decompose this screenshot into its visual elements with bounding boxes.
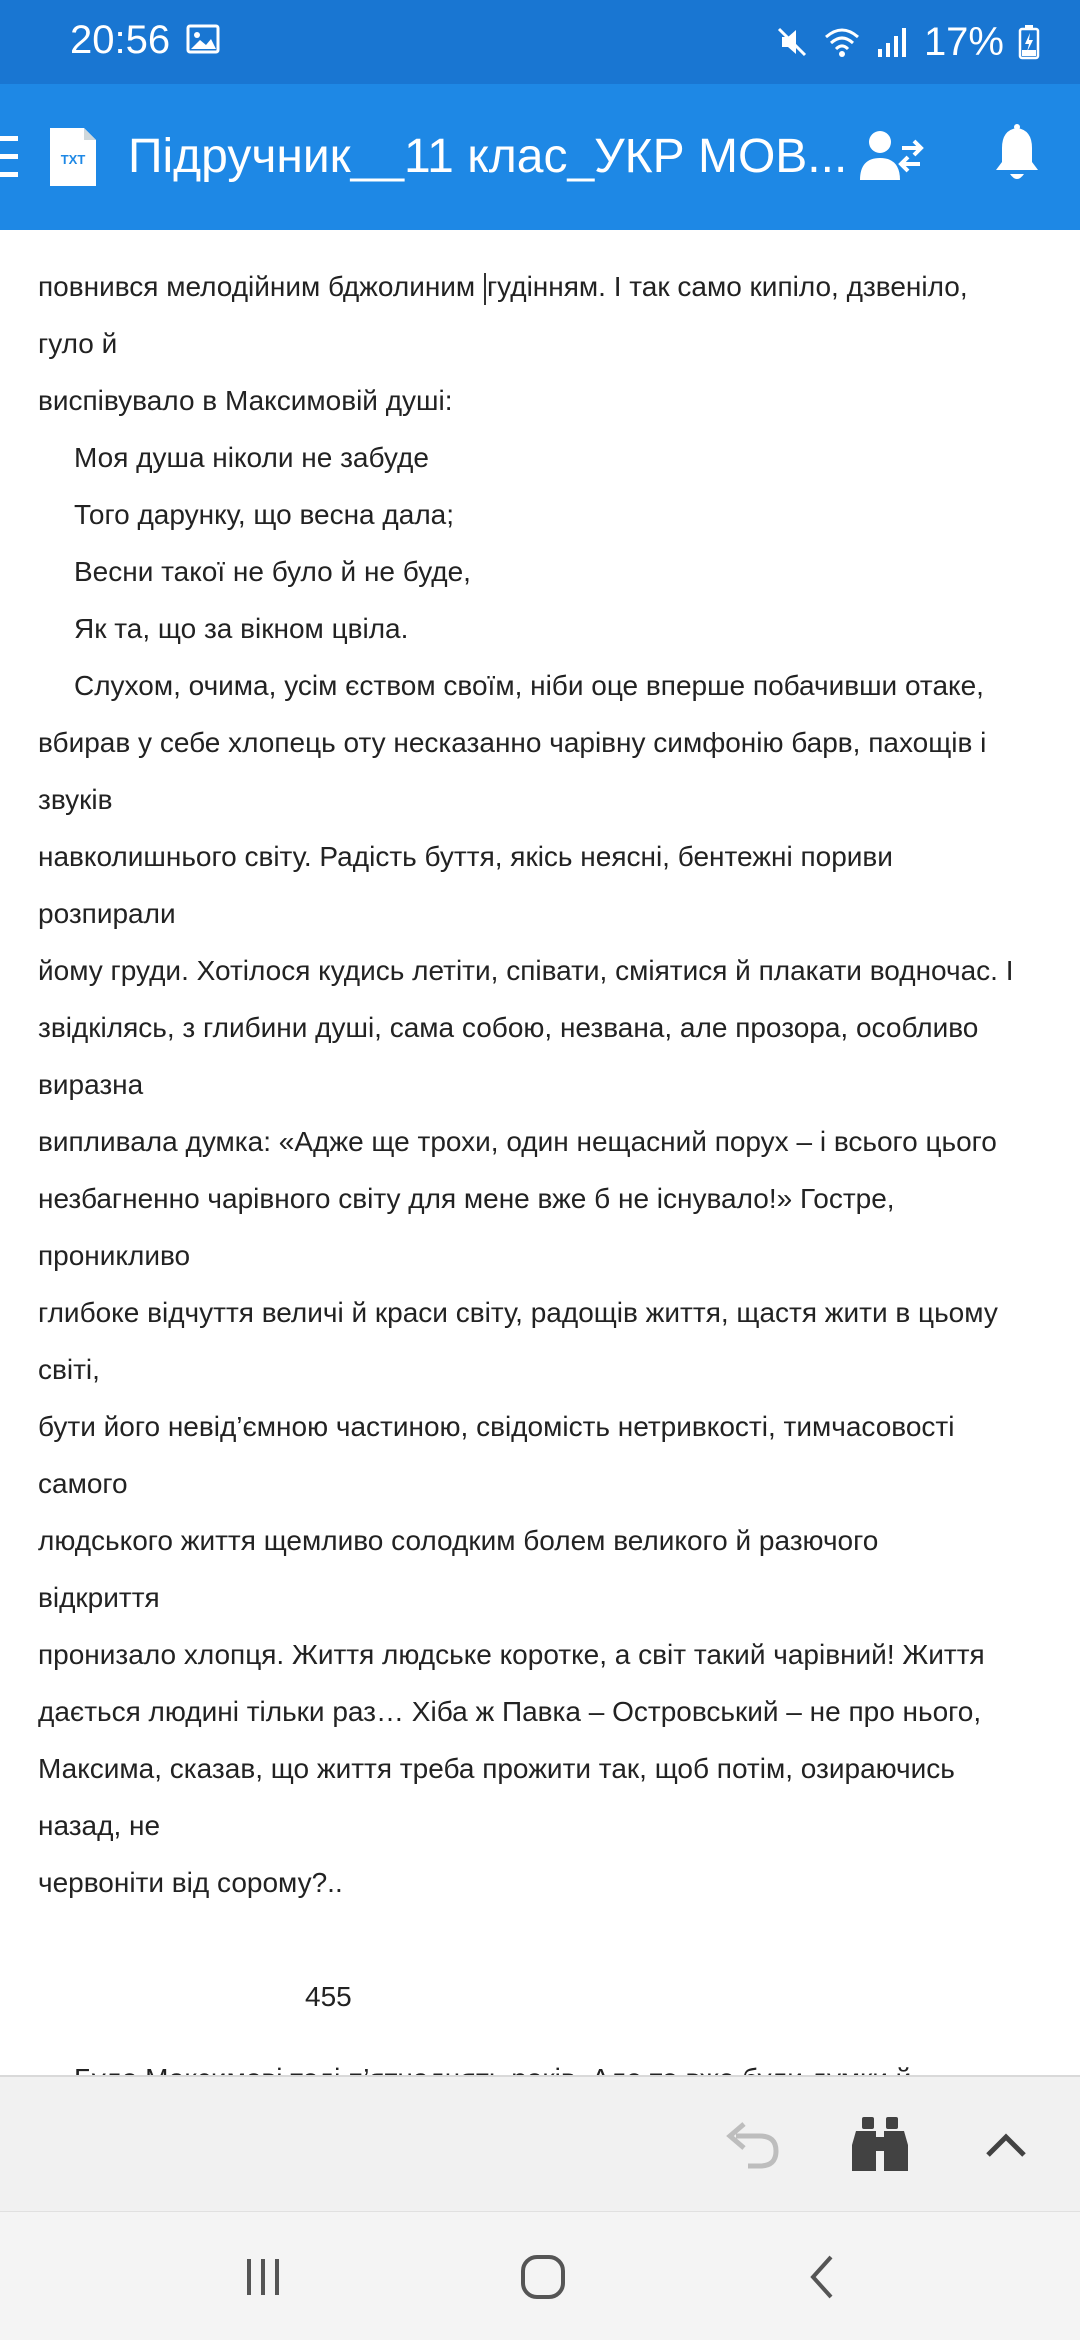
signal-icon bbox=[876, 25, 910, 59]
text-line: виспівувало в Максимовій душі: bbox=[38, 385, 453, 416]
text-line: світі, bbox=[38, 1354, 100, 1385]
battery-charging-icon bbox=[1018, 24, 1040, 60]
chevron-up-icon bbox=[984, 2131, 1028, 2159]
mute-icon bbox=[776, 25, 808, 59]
poem-line: Моя душа ніколи не забуде bbox=[74, 442, 429, 473]
share-with-users-icon[interactable] bbox=[860, 128, 922, 184]
document-title: Підручник__11 клас_УКР МОВ... bbox=[128, 130, 848, 183]
text-line: випливала думка: «Адже ще трохи, один нещасний порух – і всього цього bbox=[38, 1126, 997, 1157]
text-line: дається людині тільки раз… Хіба ж Павка – Островський – не про нього, bbox=[38, 1696, 982, 1727]
file-type-label: TXT bbox=[60, 152, 86, 167]
text-line: назад, не bbox=[38, 1810, 161, 1841]
text-line: червоніти від сорому?.. bbox=[38, 1867, 343, 1898]
text-line: розпирали bbox=[38, 898, 176, 929]
gallery-icon bbox=[186, 24, 220, 54]
poem-line: Того дарунку, що весна дала; bbox=[74, 499, 455, 530]
text-line: звідкілясь, з глибини душі, сама собою, незвана, але прозора, особливо bbox=[38, 1012, 979, 1043]
collapse-toolbar-button[interactable] bbox=[974, 2113, 1038, 2177]
txt-file-icon bbox=[50, 128, 96, 186]
text-line: Максима, сказав, що життя треба прожити так, щоб потім, озираючись bbox=[38, 1753, 955, 1784]
poem-line: Весни такої не було й не буде, bbox=[74, 556, 471, 587]
system-navigation-bar bbox=[0, 2211, 1080, 2340]
recent-apps-icon bbox=[241, 2255, 285, 2299]
status-bar bbox=[0, 0, 1080, 84]
text-line: виразна bbox=[38, 1069, 144, 1100]
home-button[interactable] bbox=[508, 2242, 578, 2312]
menu-icon[interactable] bbox=[0, 136, 18, 178]
text-line: проникливо bbox=[38, 1240, 191, 1271]
back-icon bbox=[805, 2253, 841, 2301]
status-icons bbox=[776, 16, 1040, 68]
back-button[interactable] bbox=[788, 2242, 858, 2312]
undo-icon bbox=[722, 2118, 782, 2172]
app-bar bbox=[0, 84, 1080, 230]
binoculars-icon bbox=[850, 2115, 910, 2175]
text-line: незбагненно чарівного світу для мене вже б не існувало!» Гостре, bbox=[38, 1183, 895, 1214]
bottom-toolbar bbox=[0, 2075, 1080, 2211]
notification-bell-icon[interactable] bbox=[992, 124, 1042, 184]
text-line: йому груди. Хотілося кудись летіти, співати, сміятися й плакати водночас. І bbox=[38, 955, 1014, 986]
text-line: вбирав у себе хлопець оту несказанно чарівну симфонію барв, пахощів і bbox=[38, 727, 987, 758]
text-line: бути його невід’ємною частиною, свідомість нетривкості, тимчасовості bbox=[38, 1411, 955, 1442]
text-line: пронизало хлопця. Життя людське коротке, а світ такий чарівний! Життя bbox=[38, 1639, 985, 1670]
text-line: людського життя щемливо солодким болем великого й разючого bbox=[38, 1525, 879, 1556]
text-line: звуків bbox=[38, 784, 113, 815]
text-line: відкриття bbox=[38, 1582, 160, 1613]
find-button[interactable] bbox=[848, 2113, 912, 2177]
document-viewer[interactable] bbox=[0, 230, 1080, 2075]
text-line: глибоке відчуття величі й краси світу, радощів життя, щастя жити в цьому bbox=[38, 1297, 998, 1328]
text-line: Слухом, очима, усім єством своїм, ніби оце вперше побачивши отаке, bbox=[74, 670, 984, 701]
text-line: повнився мелодійним бджолиним гудінням. І так само кипіло, дзвеніло, bbox=[38, 270, 968, 305]
undo-button[interactable] bbox=[720, 2113, 784, 2177]
wifi-icon bbox=[822, 25, 862, 59]
battery-percent: 17% bbox=[923, 19, 1004, 64]
poem-line: Як та, що за вікном цвіла. bbox=[74, 613, 409, 644]
text-cursor bbox=[484, 273, 486, 305]
text-line: навколишнього світу. Радість буття, якісь неясні, бентежні пориви bbox=[38, 841, 893, 872]
status-time: 20:56 bbox=[70, 18, 171, 62]
text-line: самого bbox=[38, 1468, 128, 1499]
text-line: гуло й bbox=[38, 328, 118, 359]
page-number: 455 bbox=[305, 1981, 352, 2012]
recent-apps-button[interactable] bbox=[228, 2242, 298, 2312]
home-icon bbox=[519, 2253, 567, 2301]
